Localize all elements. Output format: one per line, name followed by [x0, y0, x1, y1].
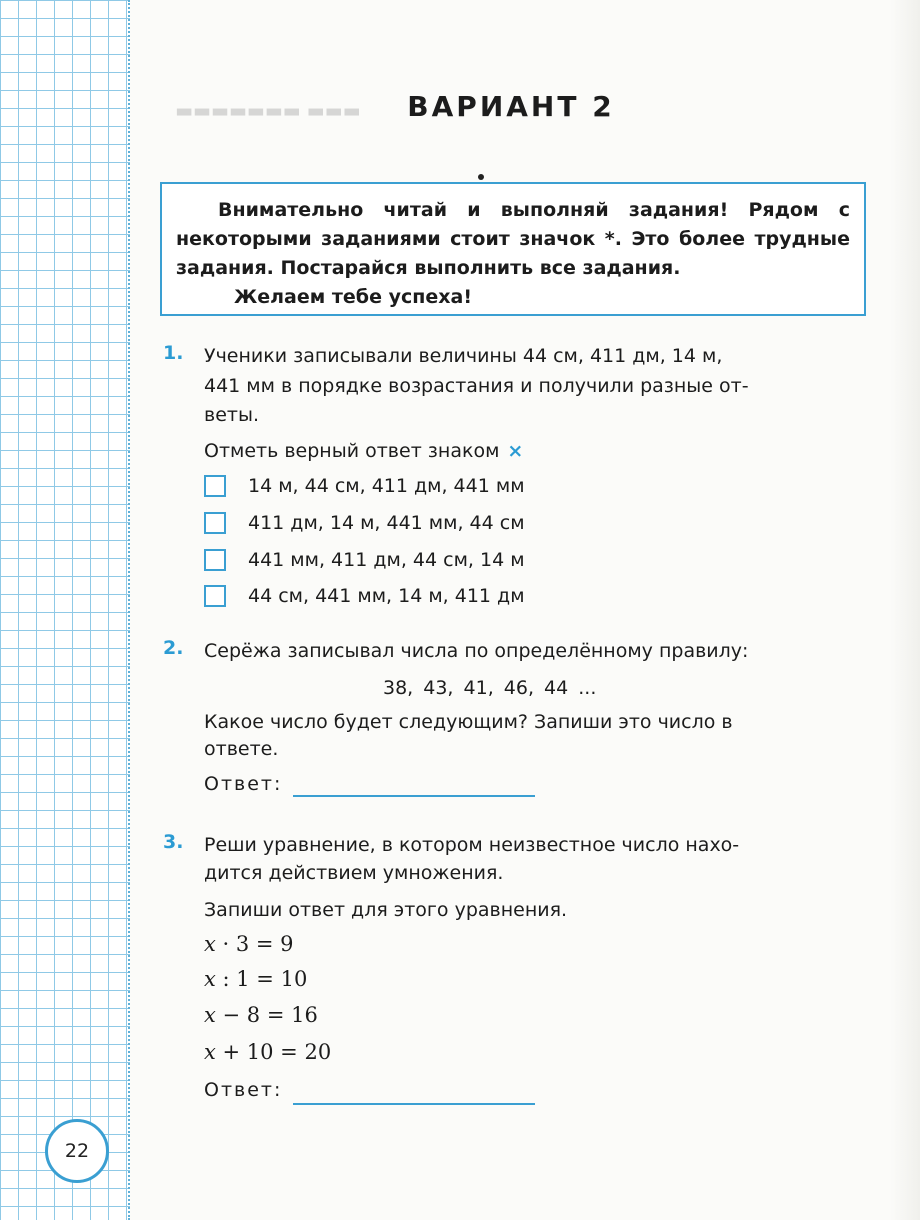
task-2-line-2: Какое число будет следующим? Запиши это число в — [204, 711, 733, 733]
instructions-text: Внимательно читай и выполняй задания! Рядом с некоторыми заданиями стоит значок *. Это более трудные задания. Постарайся выполнить все задания. — [176, 199, 850, 279]
equation-rest: − 8 = 16 — [215, 1003, 318, 1027]
equation-2 — [204, 967, 307, 991]
instructions-wish: Желаем тебе успеха! — [234, 286, 472, 308]
equation-variable: x — [204, 967, 216, 991]
task-3-line-2: дится действием умножения. — [204, 862, 504, 884]
task-3-line-1: Реши уравнение, в котором неизвестное число нахо- — [204, 834, 740, 856]
graph-paper-margin — [0, 0, 130, 1220]
answer-checkbox[interactable] — [204, 585, 226, 607]
task-2-answer-label: Ответ: — [204, 773, 283, 795]
task-1-line-1: Ученики записывали величины 44 см, 411 дм, 14 м, — [204, 345, 723, 367]
equation-variable: x — [204, 1040, 216, 1064]
task-1-option-3[interactable] — [204, 546, 525, 574]
equation-rest: + 10 = 20 — [215, 1040, 332, 1064]
equation-variable: x — [204, 1003, 216, 1027]
task-3-number: 3. — [163, 831, 184, 853]
task-1-number: 1. — [163, 342, 184, 364]
answer-checkbox[interactable] — [204, 512, 226, 534]
answer-checkbox[interactable] — [204, 475, 226, 497]
task-1-line-3: веты. — [204, 404, 259, 426]
task-2-line-1: Серёжа записывал числа по определённому правилу: — [204, 640, 749, 662]
instructions-box — [160, 182, 866, 316]
task-1-option-1[interactable] — [204, 472, 525, 500]
task-1-option-2[interactable] — [204, 509, 525, 537]
task-3-answer-label: Ответ: — [204, 1079, 283, 1101]
answer-checkbox[interactable] — [204, 549, 226, 571]
print-dot — [478, 174, 484, 180]
equation-1 — [204, 932, 294, 956]
option-label: 44 см, 441 мм, 14 м, 411 дм — [248, 585, 525, 607]
task-3-line-3: Запиши ответ для этого уравнения. — [204, 899, 568, 921]
equation-variable: x — [204, 932, 216, 956]
task-2-number: 2. — [163, 637, 184, 659]
variant-title: ВАРИАНТ 2 — [407, 90, 615, 123]
task-1-line-2: 441 мм в порядке возрастания и получили разные от- — [204, 375, 749, 397]
equation-3 — [204, 1003, 318, 1027]
cross-mark-icon: × — [507, 440, 524, 462]
page-number: 22 — [45, 1119, 109, 1183]
task-3-answer-field[interactable] — [293, 1103, 535, 1105]
task-2-answer-field[interactable] — [293, 795, 535, 797]
option-label: 14 м, 44 см, 411 дм, 441 мм — [248, 475, 525, 497]
equation-rest: · 3 = 9 — [215, 932, 294, 956]
task-2-sequence: 38, 43, 41, 46, 44 ... — [383, 677, 597, 699]
option-label: 441 мм, 411 дм, 44 см, 14 м — [248, 549, 525, 571]
task-1-prompt: Отметь верный ответ знаком — [204, 440, 500, 462]
option-label: 411 дм, 14 м, 441 мм, 44 см — [248, 512, 525, 534]
bleed-through-text: ▬▬▬ ▬▬▬▬▬▬▬ — [175, 100, 361, 122]
task-1-prompt-row — [204, 437, 523, 465]
task-1-option-4[interactable] — [204, 582, 525, 610]
equation-4 — [204, 1040, 331, 1064]
task-2-line-3: ответе. — [204, 738, 279, 760]
equation-rest: : 1 = 10 — [215, 967, 308, 991]
page-edge-shadow — [890, 0, 920, 1220]
